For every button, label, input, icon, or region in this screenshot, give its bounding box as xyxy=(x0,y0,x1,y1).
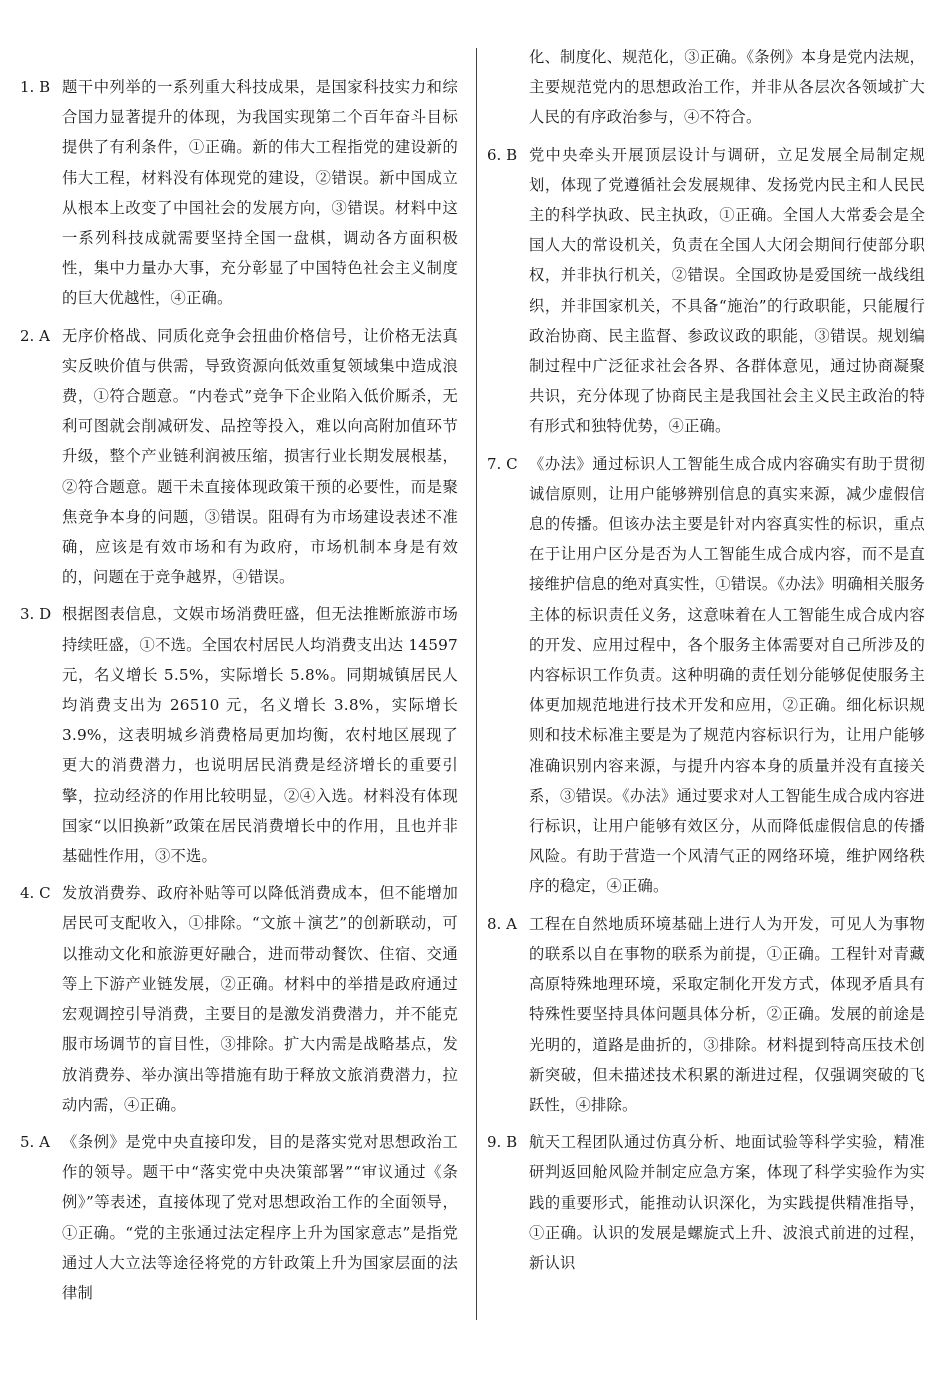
answer-number: 4. C xyxy=(20,884,51,903)
answer-explanation: 《条例》是党中央直接印发，目的是落实党对思想政治工作的领导。题干中“落实党中央决策部署”“审议通过《条例》”等表述，直接体现了党对思想政治工作的全面领导，①正确。“党的主张通过法定程序上升为国家意志”是指党通过人大立法等途径将党的方针政策上升为国家层面的法律制 xyxy=(62,1132,458,1302)
answer-item-2 xyxy=(20,321,458,593)
answer-item-9 xyxy=(487,1127,925,1278)
answer-number: 7. C xyxy=(487,454,518,473)
answer-item-3 xyxy=(20,599,458,871)
answer-explanation: 党中央牵头开展顶层设计与调研，立足发展全局制定规划，体现了党遵循社会发展规律、发扬党内民主和人民民主的科学执政、民主执政，①正确。全国人大常委会是全国人大的常设机关，负责在全国人大闭会期间行使部分职权，并非执行机关，②错误。全国政协是爱国统一战线组织，并非国家机关，不具备“施治”的行政职能，只能履行政治协商、民主监督、参政议政的职能，③错误。规划编制过程中广泛征求社会各界、各群体意见，通过协商凝聚共识，充分体现了协商民主是我国社会主义民主政治的特有形式和独特优势，④正确。 xyxy=(529,145,925,436)
answer-number: 2. A xyxy=(20,326,50,345)
answer-item-4 xyxy=(20,878,458,1120)
answer-explanation: 发放消费券、政府补贴等可以降低消费成本，但不能增加居民可支配收入，①排除。“文旅＋演艺”的创新联动，可以推动文化和旅游更好融合，进而带动餐饮、住宿、交通等上下游产业链发展，②正确。材料中的举措是政府通过宏观调控引导消费，主要目的是激发消费潜力，并不能克服市场调节的盲目性，③排除。扩大内需是战略基点，发放消费券、举办演出等措施有助于释放文旅消费潜力，拉动内需，④正确。 xyxy=(62,884,458,1114)
answer-item-5-continued xyxy=(487,42,925,133)
answer-explanation: 无序价格战、同质化竞争会扭曲价格信号，让价格无法真实反映价值与供需，导致资源向低效重复领域集中造成浪费，①符合题意。“内卷式”竞争下企业陷入低价厮杀，无利可图就会削减研发、品控等投入，难以向高附加值环节升级，整个产业链利润被压缩，损害行业长期发展根基，②符合题意。题干未直接体现政策干预的必要性，而是聚焦竞争本身的问题，③错误。阻碍有为市场建设表述不准确，应该是有效市场和有为政府，市场机制本身是有效的，问题在于竞争越界，④错误。 xyxy=(62,326,458,587)
answer-item-5 xyxy=(20,1127,458,1308)
answer-explanation: 根据图表信息，文娱市场消费旺盛，但无法推断旅游市场持续旺盛，①不选。全国农村居民人均消费支出达 14597 元，名义增长 5.5%，实际增长 5.8%。同期城镇居民人均消费支出为 26510 元，名义增长 3.8%，实际增长 3.9%，这表明城乡消费格局更加均衡，农村地区展现了更大的消费潜力，也说明居民消费是经济增长的重要引擎，拉动经济的作用比较明显，②④入选。材料没有体现国家“以旧换新”政策在居民消费增长中的作用，且也并非基础性作用，③不选。 xyxy=(62,605,458,866)
answer-explanation: 航天工程团队通过仿真分析、地面试验等科学实验，精准研判返回舱风险并制定应急方案，体现了科学实验作为实践的重要形式，能推动认识深化，为实践提供精准指导，①正确。认识的发展是螺旋式上升、波浪式前进的过程，新认识 xyxy=(529,1133,925,1272)
answer-item-7 xyxy=(487,449,925,902)
answer-number: 6. B xyxy=(487,145,518,164)
answer-explanation: 化、制度化、规范化，③正确。《条例》本身是党内法规，主要规范党内的思想政治工作，并非从各层次各领域扩大人民的有序政治参与，④不符合。 xyxy=(529,48,925,127)
column-divider xyxy=(476,48,477,1320)
answer-number: 5. A xyxy=(20,1132,50,1151)
answer-number: 8. A xyxy=(487,914,517,933)
answer-item-6 xyxy=(487,140,925,442)
answer-number: 3. D xyxy=(20,605,52,624)
answer-number: 1. B xyxy=(20,78,51,96)
answer-explanation: 工程在自然地质环境基础上进行人为开发，可见人为事物的联系以自在事物的联系为前提，①正确。工程针对青藏高原特殊地理环境，采取定制化开发方式，体现矛盾具有特殊性要坚持具体问题具体分析，②正确。发展的前途是光明的，道路是曲折的，③排除。材料提到特高压技术创新突破，但未描述技术积累的渐进过程，仅强调突破的飞跃性，④排除。 xyxy=(529,914,925,1114)
left-column xyxy=(20,72,458,1315)
answer-explanation: 《办法》通过标识人工智能生成合成内容确实有助于贯彻诚信原则，让用户能够辨别信息的真实来源，减少虚假信息的传播。但该办法主要是针对内容真实性的标识，重点在于让用户区分是否为人工智能生成合成内容，而不是直接维护信息的绝对真实性，①错误。《办法》明确相关服务主体的标识责任义务，这意味着在人工智能生成合成内容的开发、应用过程中，各个服务主体需要对自己所涉及的内容标识工作负责。这种明确的责任划分能够促使服务主体更加规范地进行技术开发和应用，②正确。细化标识规则和技术标准主要是为了规范内容标识行为，让用户能够准确识别内容来源，与提升内容本身的质量并没有直接关系，③错误。《办法》通过要求对人工智能生成合成内容进行标识，让用户能够有效区分，从而降低虚假信息的传播风险。有助于营造一个风清气正的网络环境，维护网络秩序的稳定，④正确。 xyxy=(529,454,925,896)
answer-number: 9. B xyxy=(487,1133,518,1152)
answer-item-8 xyxy=(487,909,925,1120)
right-column xyxy=(487,42,925,1285)
answer-explanation: 题干中列举的一系列重大科技成果，是国家科技实力和综合国力显著提升的体现，为我国实现第二个百年奋斗目标提供了有利条件，①正确。新的伟大工程指党的建设新的伟大工程，材料没有体现党的建设，②错误。新中国成立从根本上改变了中国社会的发展方向，③错误。材料中这一系列科技成就需要坚持全国一盘棋，调动各方面积极性，集中力量办大事，充分彰显了中国特色社会主义制度的巨大优越性，④正确。 xyxy=(62,78,458,308)
answer-item-1 xyxy=(20,72,458,314)
